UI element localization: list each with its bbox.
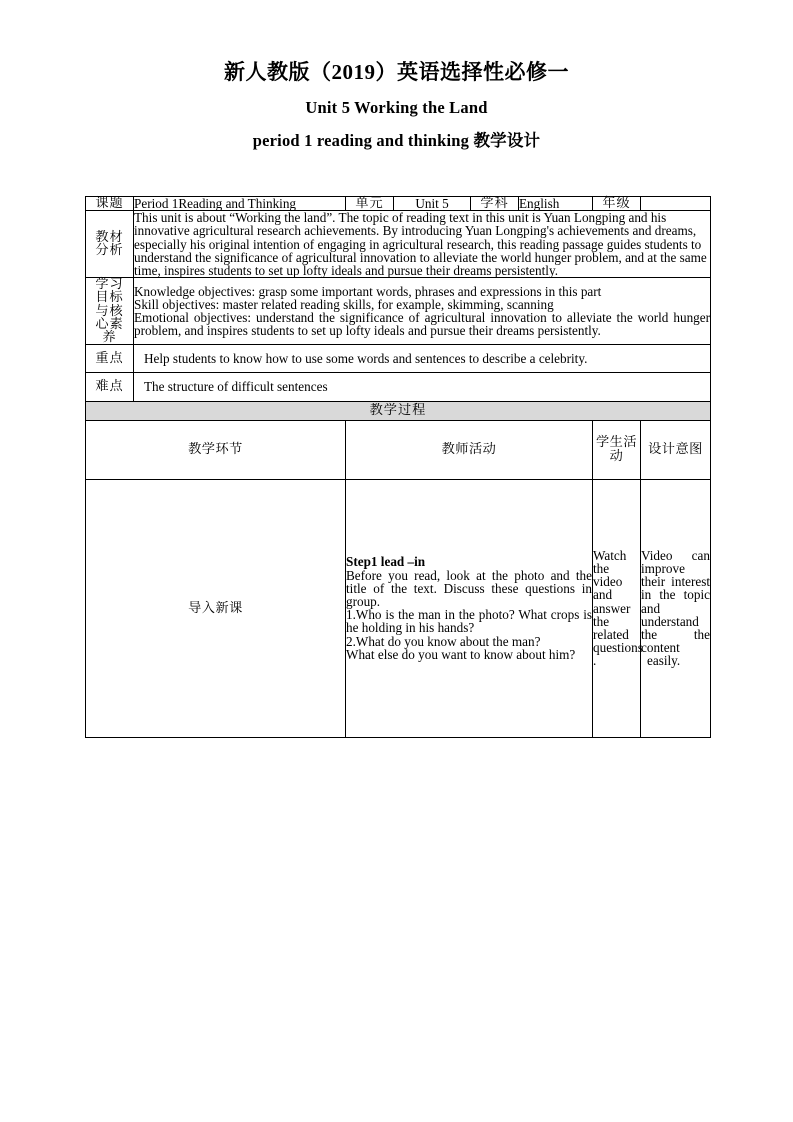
header-student-activity-line-1: 学生活 [595,435,638,451]
objectives-label-line-5: 养 [102,330,117,346]
grade-value[interactable] [641,197,711,211]
unit-subtitle: Unit 5 Working the Land [305,98,488,117]
teacher-line-1: Before you read, look at the photo and the title of the text. Discuss these questions in group. [346,567,592,609]
unit-value[interactable]: Unit 5 [394,197,471,211]
lesson-plan-table [85,196,711,738]
objectives-label-line-1: 学习 [95,277,124,293]
objectives-label-line-3: 与核 [95,303,124,319]
table-row-material-analysis [86,211,711,278]
document-title-block [0,0,793,149]
subject-value[interactable]: English [519,197,593,211]
grade-label: 年级 [593,197,641,211]
design-intent-lead-in[interactable] [641,479,711,737]
material-analysis-label [86,211,134,278]
objectives-label-line-2: 目标 [95,290,124,306]
key-point-text[interactable]: Help students to know how to use some words and sentences to describe a celebrity. [134,345,711,373]
table-row-objectives [86,278,711,345]
material-analysis-label-line-1: 教材 [95,230,124,245]
table-row-topic [86,197,711,211]
difficult-point-label: 难点 [86,373,134,401]
material-analysis-text[interactable] [134,211,711,278]
table-row-key-point [86,345,711,373]
unit-label: 单元 [346,197,394,211]
header-stage: 教学环节 [86,420,346,479]
header-student-activity-line-2: 动 [609,448,624,464]
teacher-step-title: Step1 lead –in [346,554,426,570]
student-activity-lead-in[interactable] [593,479,641,737]
table-row-difficult-point [86,373,711,401]
teacher-line-3: 2.What do you know about the man? [346,633,541,649]
difficult-point-text[interactable]: The structure of difficult sentences [134,373,711,401]
student-activity-text: Watch the video and answer the related questions [593,547,643,656]
teacher-line-2: 1.Who is the man in the photo? What crops is he holding in his hands? [346,607,592,636]
topic-value[interactable]: Period 1Reading and Thinking [134,197,346,211]
lesson-subtitle: period 1 reading and thinking 教学设计 [252,130,541,150]
table-row-process-band [86,401,711,420]
material-analysis-paragraph: This unit is about “Working the land”. The topic of reading text in this unit is Yuan Longping and his innovative agricultural research achievements. By introducing Yuan Longping's achievements and dreams, especially his original intention of engaging in agricultural research, this reading passage guides students to understand the significance of agricultural innovation to alleviate the world hunger problem, and at the same time, inspires students to set up lofty ideals and pursue their dreams persistently. [134,210,707,279]
topic-label: 课题 [86,197,134,211]
stage-lead-in: 导入新课 [86,479,346,737]
key-point-label: 重点 [86,345,134,373]
student-activity-tail: . [593,653,597,669]
objectives-label-line-4: 心素 [95,316,124,332]
table-row-lead-in [86,479,711,737]
objectives-text[interactable] [134,278,711,345]
header-teacher-activity: 教师活动 [346,420,593,479]
objective-skill: Skill objectives: master related reading skills, for example, skimming, scanning [134,297,554,313]
teacher-line-4: What else do you want to know about him? [346,646,576,662]
subject-label: 学科 [471,197,519,211]
header-design-intent: 设计意图 [641,420,711,479]
page-title: 新人教版（2019）英语选择性必修一 [224,60,569,84]
design-intent-text: Video can improve their interest in the topic and understand the the content [641,547,710,656]
table-row-process-headers [86,420,711,479]
objective-knowledge: Knowledge objectives: grasp some important words, phrases and expressions in this part [134,283,602,299]
objectives-label [86,278,134,345]
design-intent-tail: easily. [647,653,681,669]
process-band-title: 教学过程 [86,401,711,420]
header-student-activity [593,420,641,479]
teacher-activity-lead-in[interactable] [346,479,593,737]
objective-emotional: Emotional objectives: understand the significance of agricultural innovation to alleviate the world hunger problem, and inspires students to set up lofty ideals and pursue their dreams persistently. [134,310,710,339]
material-analysis-label-line-2: 分析 [95,243,124,259]
